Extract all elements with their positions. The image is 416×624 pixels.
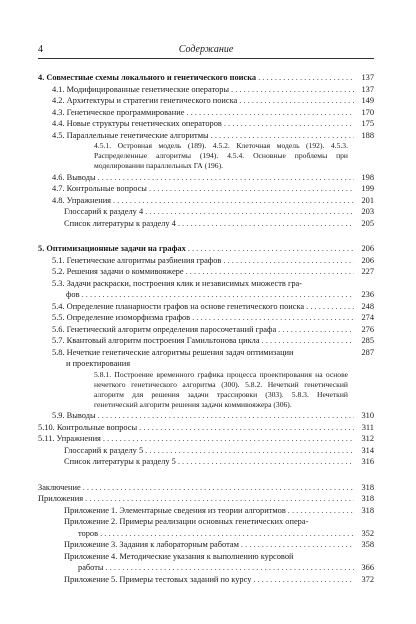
- toc-line: [38, 72, 374, 84]
- toc-entry-label: Список литературы к разделу 5: [64, 457, 176, 467]
- toc-line: [38, 433, 374, 445]
- toc-subsections: 4.5.1. Островная модель (189). 4.5.2. Клеточная модель (192). 4.5.3. Распределенные алгоритмы (194). 4.5.4. Основные проблемы при моделировании параллельных ГА (196).: [94, 141, 348, 171]
- toc-entry: [38, 551, 374, 574]
- toc-line: [52, 118, 374, 130]
- toc-line: [64, 218, 374, 230]
- toc-entry-label: 5.6. Генетический алгоритм определения паросочетаний графа: [52, 324, 277, 334]
- toc-page-number: 310: [361, 411, 374, 421]
- toc-entry: [38, 324, 374, 336]
- toc-page-number: 203: [361, 207, 374, 217]
- toc-line: [64, 528, 374, 540]
- toc-entry: [38, 456, 374, 468]
- toc-entry-label: 5.11. Упражнения: [38, 434, 101, 444]
- toc-entry-label: 4.8. Упражнения: [52, 195, 112, 205]
- dot-leader: [224, 118, 354, 130]
- toc-entry-label: 5.3. Задачи раскраски, построения клик и независимых множеств гра-: [52, 278, 303, 288]
- toc-entry: [38, 410, 374, 422]
- dot-leader: [223, 255, 354, 267]
- toc-page-number: 188: [361, 130, 374, 140]
- toc-page-number: 175: [361, 119, 374, 128]
- toc-entry: [38, 107, 374, 119]
- dot-leader: [306, 301, 354, 313]
- toc-entry-label: 5.7. Квантовый алгоритм построения Гамильтонова цикла: [52, 336, 260, 346]
- toc-entry-continuation: работы: [78, 563, 104, 573]
- toc-entry-label: 5. Оптимизационные задачи на графах: [38, 244, 186, 254]
- toc-entry: [38, 255, 374, 267]
- toc-line: [52, 172, 374, 184]
- dot-leader: [253, 574, 354, 586]
- toc-entry: [38, 482, 374, 494]
- dot-leader: [85, 493, 354, 505]
- toc-page-number: 248: [361, 301, 374, 311]
- toc-entry-label: Приложение 4. Методические указания к выполнению курсовой: [64, 551, 294, 561]
- toc-page-number: 314: [361, 445, 374, 455]
- toc-entry: [38, 243, 374, 255]
- toc-entry-label: Список литературы к разделу 4: [64, 218, 176, 228]
- toc-entry-label: 5.1. Генетические алгоритмы разбиения графов: [52, 255, 222, 265]
- dot-leader: [288, 505, 354, 517]
- toc-entry-label: Приложение 3. Задания к лабораторным работам: [64, 540, 239, 550]
- toc-line: [52, 183, 374, 195]
- dot-leader: [100, 528, 354, 540]
- toc-entry-label: 4.7. Контрольные вопросы: [52, 184, 147, 194]
- dot-leader: [188, 243, 354, 255]
- toc-entry: [38, 433, 374, 445]
- toc-entry-label: 5.8. Нечеткие генетические алгоритмы решения задач оптимизации: [52, 347, 294, 357]
- toc-line: [52, 107, 374, 119]
- toc-page-number: 137: [361, 73, 374, 82]
- toc-entry: [38, 72, 374, 84]
- toc-page-number: 205: [361, 218, 374, 228]
- toc-entry: [38, 195, 374, 207]
- toc-entry-label: 4.2. Архитектуры и стратегии генетического поиска: [52, 96, 238, 105]
- toc-line: [52, 255, 374, 267]
- dot-leader: [106, 562, 354, 574]
- toc-line: [38, 493, 374, 505]
- dot-leader: [139, 422, 354, 434]
- toc-page-number: 285: [361, 336, 374, 346]
- toc-entry: [38, 301, 374, 313]
- dot-leader: [262, 335, 354, 347]
- toc-entry: [38, 422, 374, 434]
- toc-entry: [38, 130, 374, 172]
- toc-page-number: 199: [361, 184, 374, 194]
- toc-line: [64, 574, 374, 586]
- toc-entry-label: 4.4. Новые структуры генетических операторов: [52, 119, 222, 128]
- dot-leader: [186, 266, 354, 278]
- running-title: Содержание: [178, 44, 234, 55]
- toc-page-number: 366: [361, 563, 374, 573]
- toc-entry: [38, 335, 374, 347]
- toc-entry-label: 4.1. Модифицированные генетические операторы: [52, 84, 230, 94]
- dot-leader: [113, 195, 354, 207]
- toc-page-number: 311: [361, 422, 374, 432]
- toc-entry-label: Глоссарий к разделу 4: [64, 207, 144, 217]
- dot-leader: [241, 539, 354, 551]
- toc-line: [52, 335, 374, 347]
- toc-page-number: 206: [361, 255, 374, 265]
- toc-line: [38, 243, 374, 255]
- dot-leader: [178, 218, 354, 230]
- toc-entry-label: 4.6. Выводы: [52, 172, 96, 182]
- toc-entry-label: Приложения: [38, 494, 84, 504]
- toc-entry: [38, 172, 374, 184]
- running-header: [38, 42, 374, 59]
- toc-entry-label: 4.3. Генетическое программирование: [52, 107, 185, 117]
- dot-leader: [98, 410, 354, 422]
- toc-line: [52, 324, 374, 336]
- toc-page-number: 201: [361, 195, 374, 205]
- toc-entry: [38, 539, 374, 551]
- toc-page-number: 358: [361, 540, 374, 550]
- toc-page-number: 318: [361, 494, 374, 504]
- toc-entry-continuation: торов: [78, 528, 99, 538]
- dot-leader: [231, 84, 354, 96]
- toc-line: [52, 130, 374, 142]
- toc-entry: [38, 118, 374, 130]
- toc-line: [52, 95, 374, 107]
- dot-leader: [178, 456, 354, 468]
- toc-entry: [38, 312, 374, 324]
- toc-line: [52, 410, 374, 422]
- toc-page-number: 198: [361, 172, 374, 182]
- toc-line: [64, 206, 374, 218]
- toc-page-number: 236: [361, 290, 374, 300]
- dot-leader: [211, 130, 354, 142]
- toc-entry-label: 5.2. Решения задачи о коммивояжере: [52, 267, 184, 277]
- dot-leader: [192, 312, 354, 324]
- dot-leader: [149, 183, 354, 195]
- toc-entry-label: 4. Совместные схемы локального и генетического поиска: [38, 73, 257, 82]
- page-number: 4: [38, 44, 43, 55]
- dot-leader: [239, 95, 354, 107]
- toc-entry-label: 5.5. Определение изоморфизма графов: [52, 313, 191, 323]
- toc-entry-label: Заключение: [38, 482, 81, 492]
- toc-entry: [38, 347, 374, 411]
- toc-entry: [38, 574, 374, 586]
- toc-page-number: 170: [361, 107, 374, 117]
- toc-entry: [38, 493, 374, 505]
- toc-entry-label: Глоссарий к разделу 5: [64, 445, 144, 455]
- toc-line: [52, 266, 374, 278]
- toc-page-number: 227: [361, 267, 374, 277]
- toc-entry: [38, 278, 374, 301]
- toc-line: [52, 84, 374, 96]
- toc-page-number: 372: [361, 574, 374, 584]
- toc-entry: [38, 84, 374, 96]
- dot-leader: [258, 72, 354, 84]
- toc-entry: [38, 183, 374, 195]
- toc-line: [52, 301, 374, 313]
- toc-entry: [38, 266, 374, 278]
- toc-entry-label: Приложение 2. Примеры реализации основных генетических опера-: [64, 517, 309, 527]
- toc-subsections: 5.8.1. Построение временного графика процесса проектирования на основе нечеткого генетического алгоритма (300). 5.8.2. Нечеткий генетический алгоритм для решения задачи трассировки (303). 5.8.3. Нечеткий генетический алгоритм решения задачи коммивояжера (306).: [94, 369, 348, 410]
- toc-page-number: 287: [361, 347, 374, 357]
- dot-leader: [186, 107, 354, 119]
- toc-line: [64, 505, 374, 517]
- toc-line: [52, 195, 374, 207]
- dot-leader: [98, 172, 354, 184]
- toc-entry: [38, 505, 374, 517]
- toc-entry-continuation: фов: [66, 290, 80, 300]
- toc-line: [38, 482, 374, 494]
- toc-line: [52, 312, 374, 324]
- dot-leader: [278, 324, 354, 336]
- toc-entry-label: Приложение 5. Примеры тестовых заданий по курсу: [64, 574, 252, 584]
- toc-page-number: 318: [361, 482, 374, 492]
- toc-entry-continuation: и проектирования: [66, 359, 131, 369]
- toc-line: [38, 422, 374, 434]
- toc-entry-label: Приложение 1. Элементарные сведения из теории алгоритмов: [64, 505, 286, 515]
- toc-entry: [38, 206, 374, 218]
- toc-line: [64, 445, 374, 457]
- toc-page-number: 274: [361, 313, 374, 323]
- dot-leader: [103, 433, 354, 445]
- toc-line: [64, 562, 374, 574]
- toc-entry-label: 5.10. Контрольные вопросы: [38, 422, 138, 432]
- toc-line: [52, 347, 374, 359]
- toc-page-number: 137: [361, 84, 374, 94]
- toc-page-number: 206: [361, 244, 374, 254]
- dot-leader: [82, 289, 354, 301]
- toc-entry: [38, 218, 374, 230]
- toc-page-number: 276: [361, 324, 374, 334]
- toc-line: [64, 456, 374, 468]
- toc-page-number: 318: [361, 505, 374, 515]
- dot-leader: [145, 206, 354, 218]
- toc-line: [52, 289, 374, 301]
- toc-entry: [38, 516, 374, 539]
- dot-leader: [145, 445, 354, 457]
- toc-line: [64, 539, 374, 551]
- table-of-contents: [38, 72, 374, 585]
- dot-leader: [83, 482, 354, 494]
- toc-entry-label: 4.5. Параллельные генетические алгоритмы: [52, 130, 209, 140]
- toc-entry-label: 5.9. Выводы: [52, 411, 96, 421]
- toc-page-number: 312: [361, 434, 374, 444]
- toc-page-number: 352: [361, 528, 374, 538]
- toc-page-number: 149: [361, 96, 374, 105]
- toc-entry: [38, 445, 374, 457]
- toc-entry: [38, 95, 374, 107]
- toc-entry-label: 5.4. Определение планарности графов на основе генетического поиска: [52, 301, 305, 311]
- toc-page-number: 316: [361, 457, 374, 467]
